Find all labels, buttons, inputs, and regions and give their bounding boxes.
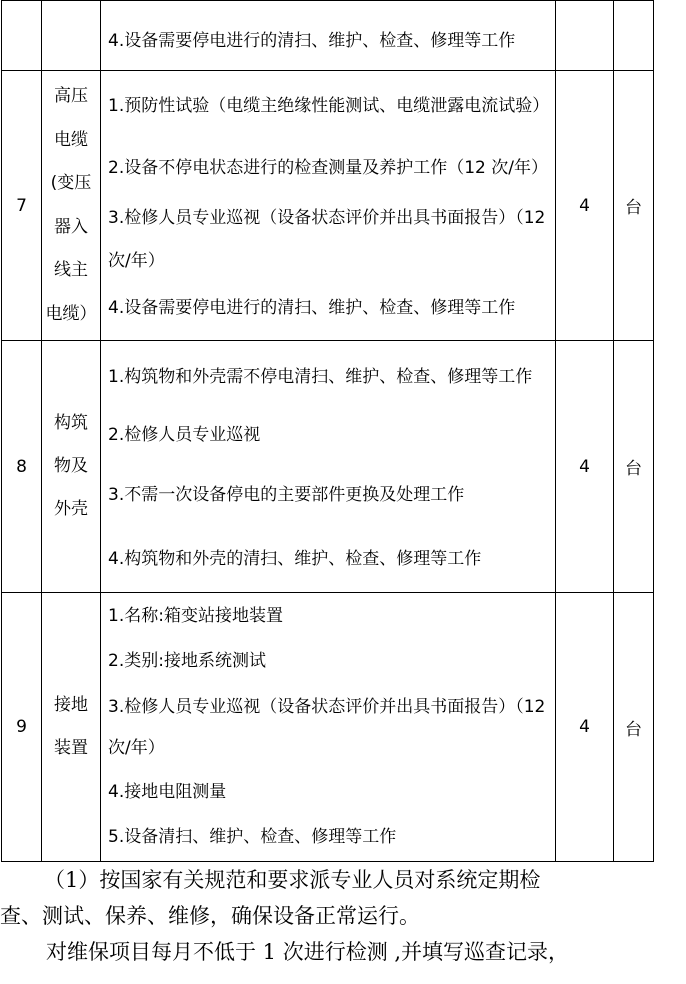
unit xyxy=(614,1,654,71)
name-line: 构筑 xyxy=(54,413,88,433)
desc-line: 1.构筑物和外壳需不停电清扫、维护、检查、修理等工作 xyxy=(108,366,533,387)
desc-line: 3.不需一次设备停电的主要部件更换及处理工作 xyxy=(108,484,465,505)
desc-line: 3.检修人员专业巡视（设备状态评价并出具书面报告）（12 xyxy=(108,207,546,228)
item-name xyxy=(42,71,101,341)
table-row xyxy=(2,593,654,862)
desc-line: 4.设备需要停电进行的清扫、维护、检查、修理等工作 xyxy=(108,297,516,318)
desc-line: 次/年） xyxy=(108,738,165,758)
item-description xyxy=(101,593,556,862)
table-row xyxy=(2,341,654,593)
quantity: 4 xyxy=(556,593,614,862)
desc-line: 次/年） xyxy=(108,250,165,271)
quantity xyxy=(556,1,614,71)
name-line: 接地 xyxy=(54,695,88,715)
item-description xyxy=(101,341,556,593)
row-number: 8 xyxy=(2,341,42,593)
desc-line: 4.构筑物和外壳的清扫、维护、检查、修理等工作 xyxy=(108,548,482,569)
row-number: 7 xyxy=(2,71,42,341)
body-paragraphs xyxy=(0,862,686,970)
row-number xyxy=(2,1,42,71)
unit: 台 xyxy=(614,593,654,862)
name-line: 高压 xyxy=(54,86,88,106)
name-line: 线主 xyxy=(54,260,88,280)
desc-line: 4.接地电阻测量 xyxy=(108,782,227,802)
item-description xyxy=(101,1,556,71)
desc-line: 3.检修人员专业巡视（设备状态评价并出具书面报告）（12 xyxy=(108,697,546,717)
item-description xyxy=(101,71,556,341)
desc-line: 2.检修人员专业巡视 xyxy=(108,424,261,445)
desc-line: 1.预防性试验（电缆主绝缘性能测试、电缆泄露电流试验） xyxy=(108,95,550,116)
unit: 台 xyxy=(614,71,654,341)
row-number: 9 xyxy=(2,593,42,862)
name-line: (变压 xyxy=(50,173,92,193)
quantity: 4 xyxy=(556,71,614,341)
name-line: 电缆 xyxy=(54,129,88,150)
item-name xyxy=(42,1,101,71)
name-line: 外壳 xyxy=(54,499,88,519)
maintenance-table xyxy=(1,0,654,862)
name-line: 电缆） xyxy=(45,303,97,324)
table-row xyxy=(2,1,654,71)
name-line: 物及 xyxy=(54,456,88,476)
table-row xyxy=(2,71,654,341)
desc-line: 5.设备清扫、维护、检查、修理等工作 xyxy=(108,827,397,847)
paragraph-line: 查、测试、保养、维修，确保设备正常运行。 xyxy=(0,904,420,928)
name-line: 器入 xyxy=(54,216,88,237)
unit: 台 xyxy=(614,341,654,593)
item-name xyxy=(42,593,101,862)
desc-line: 4.设备需要停电进行的清扫、维护、检查、修理等工作 xyxy=(108,31,516,51)
quantity: 4 xyxy=(556,341,614,593)
desc-line: 2.设备不停电状态进行的检查测量及养护工作（12 次/年） xyxy=(108,157,548,178)
desc-line: 2.类别:接地系统测试 xyxy=(108,651,266,671)
paragraph-line: 对维保项目每月不低于 1 次进行检测 ,并填写巡查记录， xyxy=(46,940,570,964)
item-name xyxy=(42,341,101,593)
name-line: 装置 xyxy=(54,738,88,758)
paragraph-line: （1）按国家有关规范和要求派专业人员对系统定期检 xyxy=(44,868,541,892)
desc-line: 1.名称:箱变站接地装置 xyxy=(108,606,283,626)
